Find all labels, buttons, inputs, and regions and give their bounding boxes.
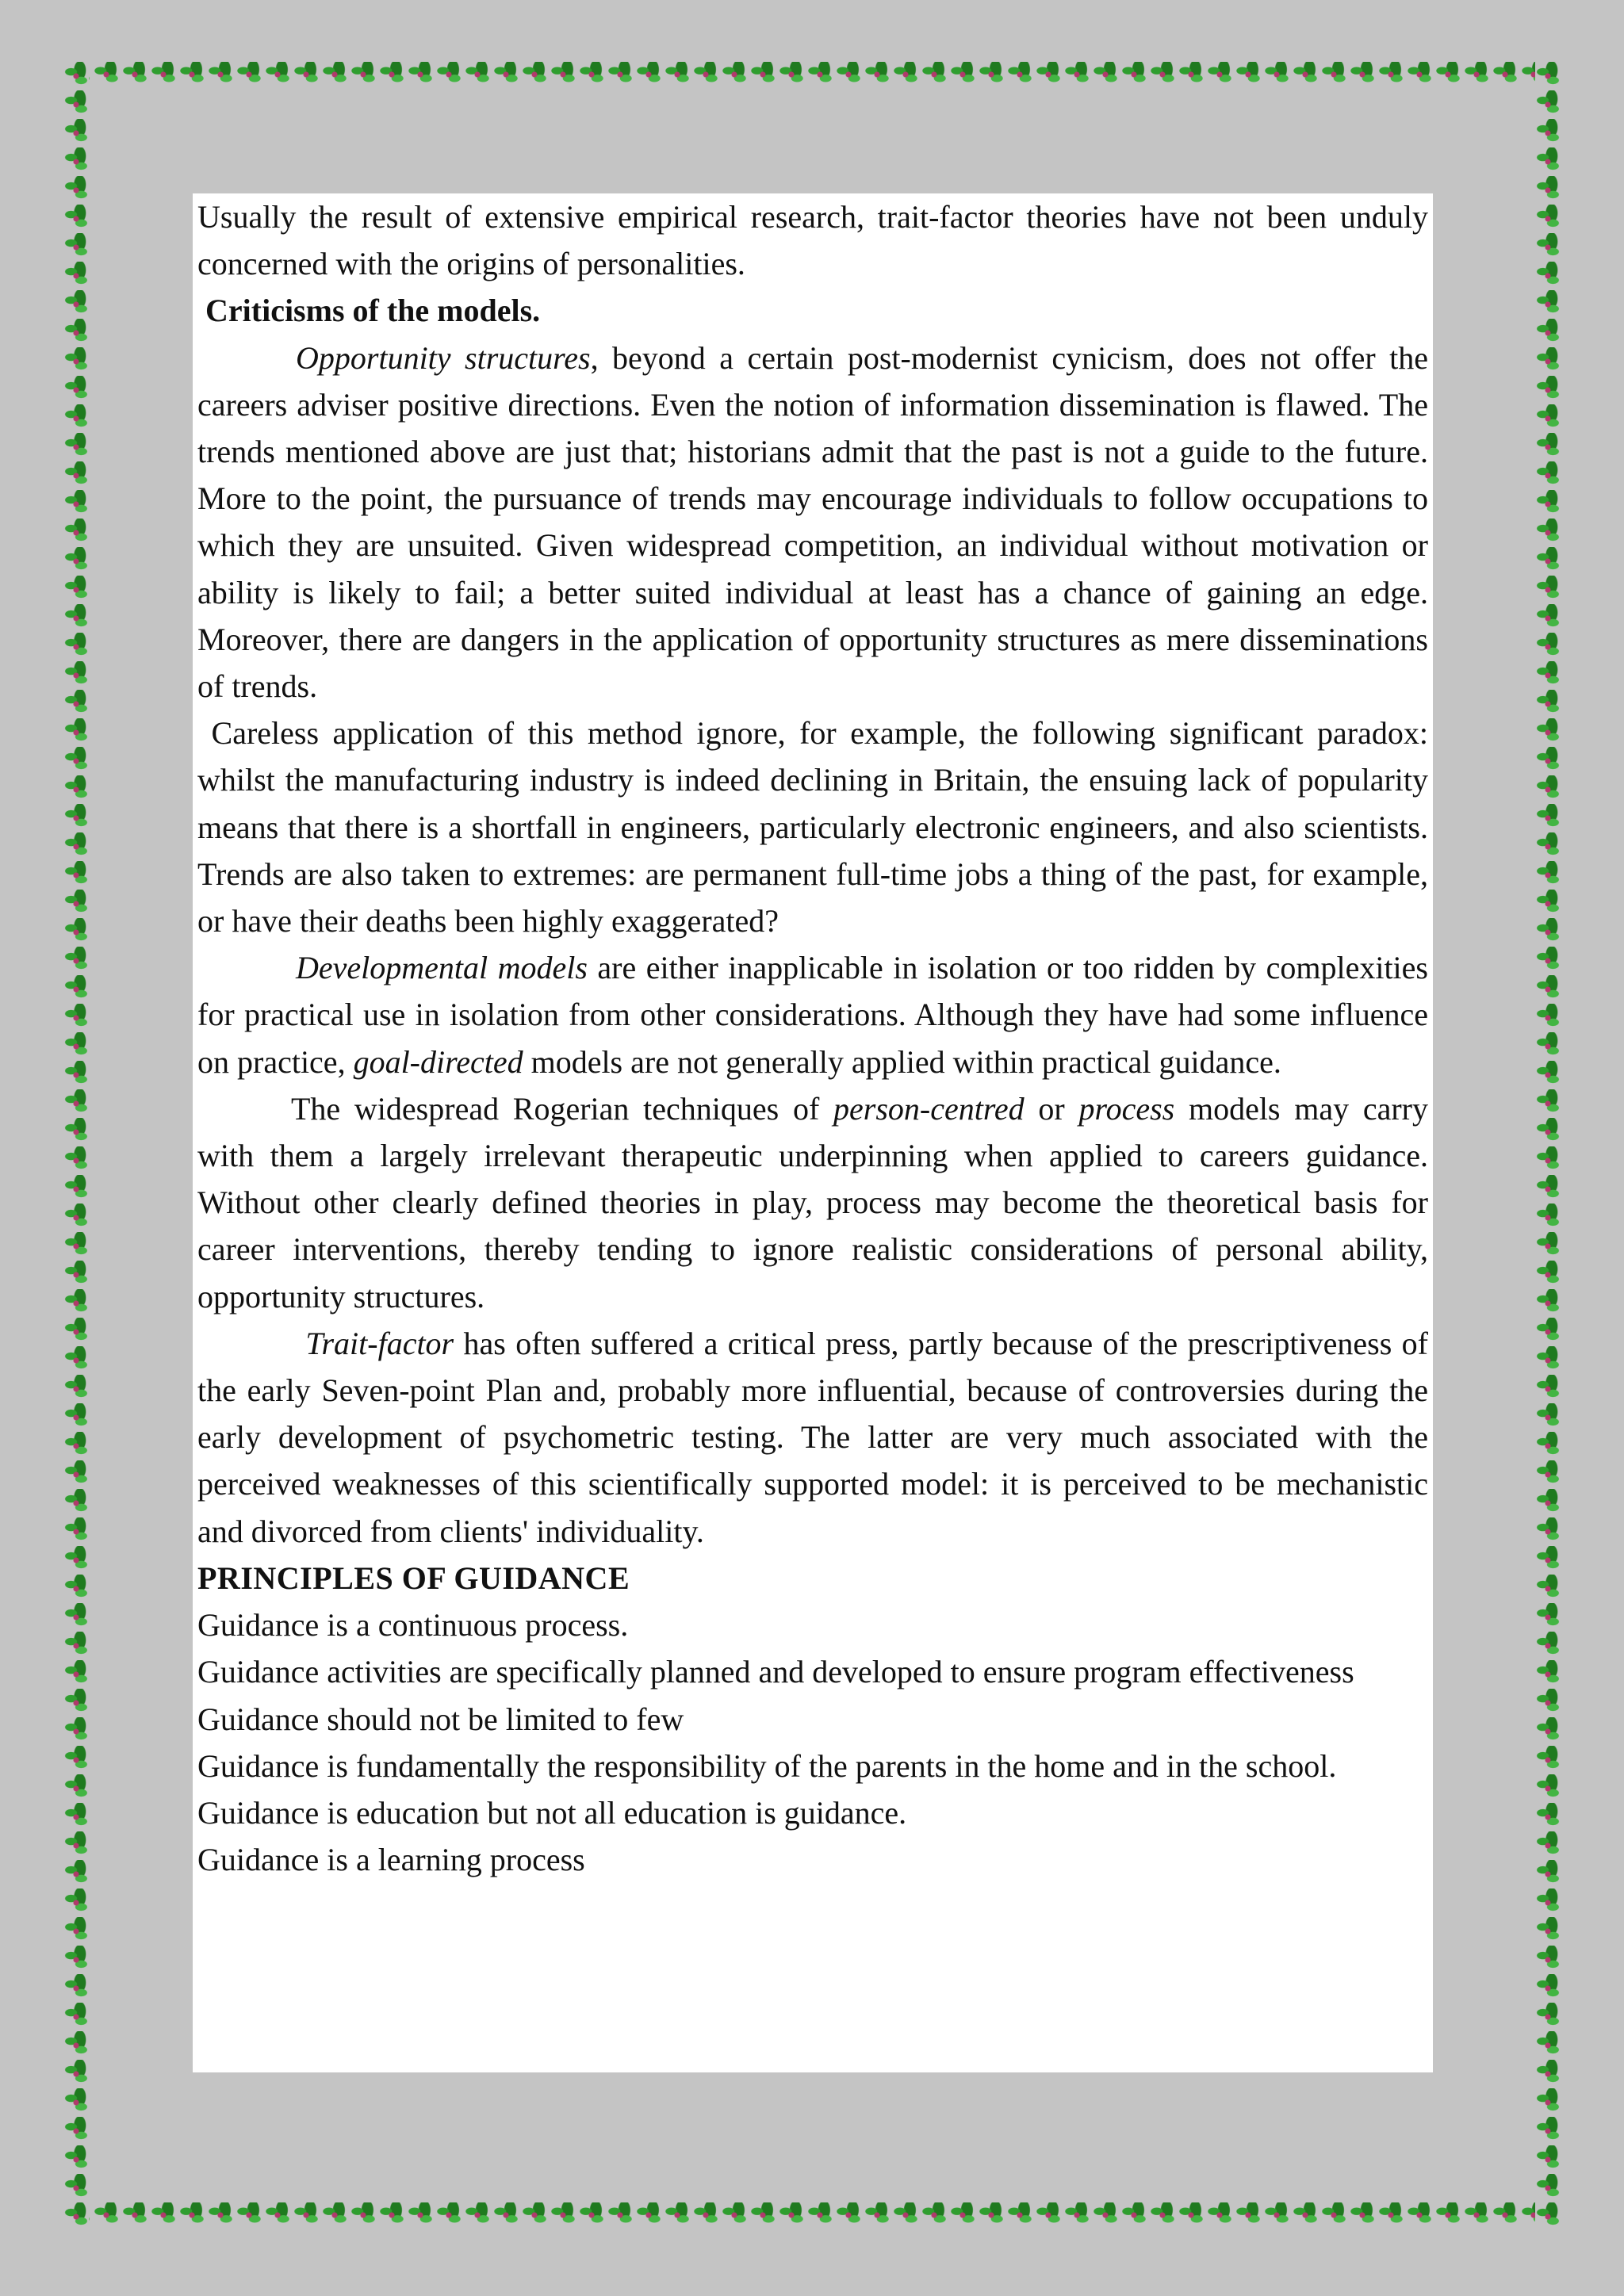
developmental-models-paragraph (197, 944, 1428, 1085)
holly-border-top (63, 62, 1561, 87)
criticisms-heading (197, 287, 1428, 334)
developmental-models-text: are either inapplicable in isolation or too ridden by complexities for practical use in isolation from other considerations. Although they have had some influence on practice, (197, 950, 1428, 1080)
term-goal-directed: goal-directed (353, 1043, 523, 1080)
holly-border-left (63, 62, 89, 2228)
holly-border-bottom (63, 2202, 1561, 2228)
principle-item: Guidance is a continuous process. (197, 1607, 629, 1644)
term-process: process (1078, 1090, 1175, 1127)
term-opportunity-structures: Opportunity structures (296, 339, 591, 376)
principle-item: Guidance should not be limited to few (197, 1701, 684, 1737)
holly-border-right (1535, 62, 1561, 2228)
process-models-text-start: The widespread Rogerian techniques of (291, 1090, 834, 1127)
careless-application-text: Careless application of this method ignore, for example, the following significant paradox: whilst the manufacturing industry is indeed declining in Britain, the ensuing lack of popularity means that there is a shortfall in engineers, particularly electronic engineers, and also scientists. Trends are also taken to extremes: are permanent full-time jobs a thing of the past, for example, or have their deaths been highly exaggerated? (197, 715, 1428, 939)
term-person-centred: person-centred (833, 1090, 1025, 1127)
principles-heading: PRINCIPLES OF GUIDANCE (197, 1559, 630, 1596)
careless-application-paragraph (197, 710, 1428, 944)
process-models-text-mid: or (1024, 1090, 1079, 1127)
term-developmental-models: Developmental models (296, 950, 588, 986)
principle-item: Guidance activities are specifically planned and developed to ensure program effectiveness (197, 1654, 1354, 1690)
document-page (193, 193, 1433, 2072)
principle-item: Guidance is fundamentally the responsibility of the parents in the home and in the school. (197, 1747, 1337, 1784)
developmental-models-text-end: models are not generally applied within practical guidance. (523, 1043, 1281, 1080)
principle-item: Guidance is education but not all education is guidance. (197, 1794, 907, 1831)
term-trait-factor: Trait-factor (305, 1325, 454, 1361)
opportunity-structures-text: , beyond a certain post-modernist cynicism, does not offer the careers adviser positive directions. Even the notion of information dissemination is flawed. The trends mentioned above are just that; historians admit that the past is not a guide to the future. More to the point, the pursuance of trends may encourage individuals to follow occupations to which they are unsuited. Given widespread competition, an individual without motivation or ability is likely to fail; a better suited individual at least has a chance of gaining an edge. Moreover, there are dangers in the application of opportunity structures as mere disseminations of trends. (197, 339, 1428, 705)
opportunity-structures-paragraph (197, 335, 1428, 710)
trait-factor-text: has often suffered a critical press, partly because of the prescriptiveness of the early Seven-point Plan and, probably more influential, because of controversies during the early development of psychometric testing. The latter are very much associated with the perceived weaknesses of this scientifically supported model: it is perceived to be mechanistic and divorced from clients' individuality. (197, 1325, 1429, 1549)
trait-factor-paragraph (197, 1320, 1428, 1555)
principle-item: Guidance is a learning process (197, 1842, 585, 1878)
intro-paragraph: Usually the result of extensive empirical research, trait-factor theories have not been unduly concerned with the origins of personalities. (197, 199, 1428, 282)
process-models-text-end: models may carry with them a largely irrelevant therapeutic underpinning when applied to careers guidance. Without other clearly defined theories in play, process may become the theoretical basis for career interventions, thereby tending to ignore realistic considerations of personal ability, opportunity structures. (197, 1090, 1428, 1314)
process-models-paragraph (197, 1085, 1428, 1320)
criticisms-heading-text: Criticisms of the models. (205, 293, 541, 329)
